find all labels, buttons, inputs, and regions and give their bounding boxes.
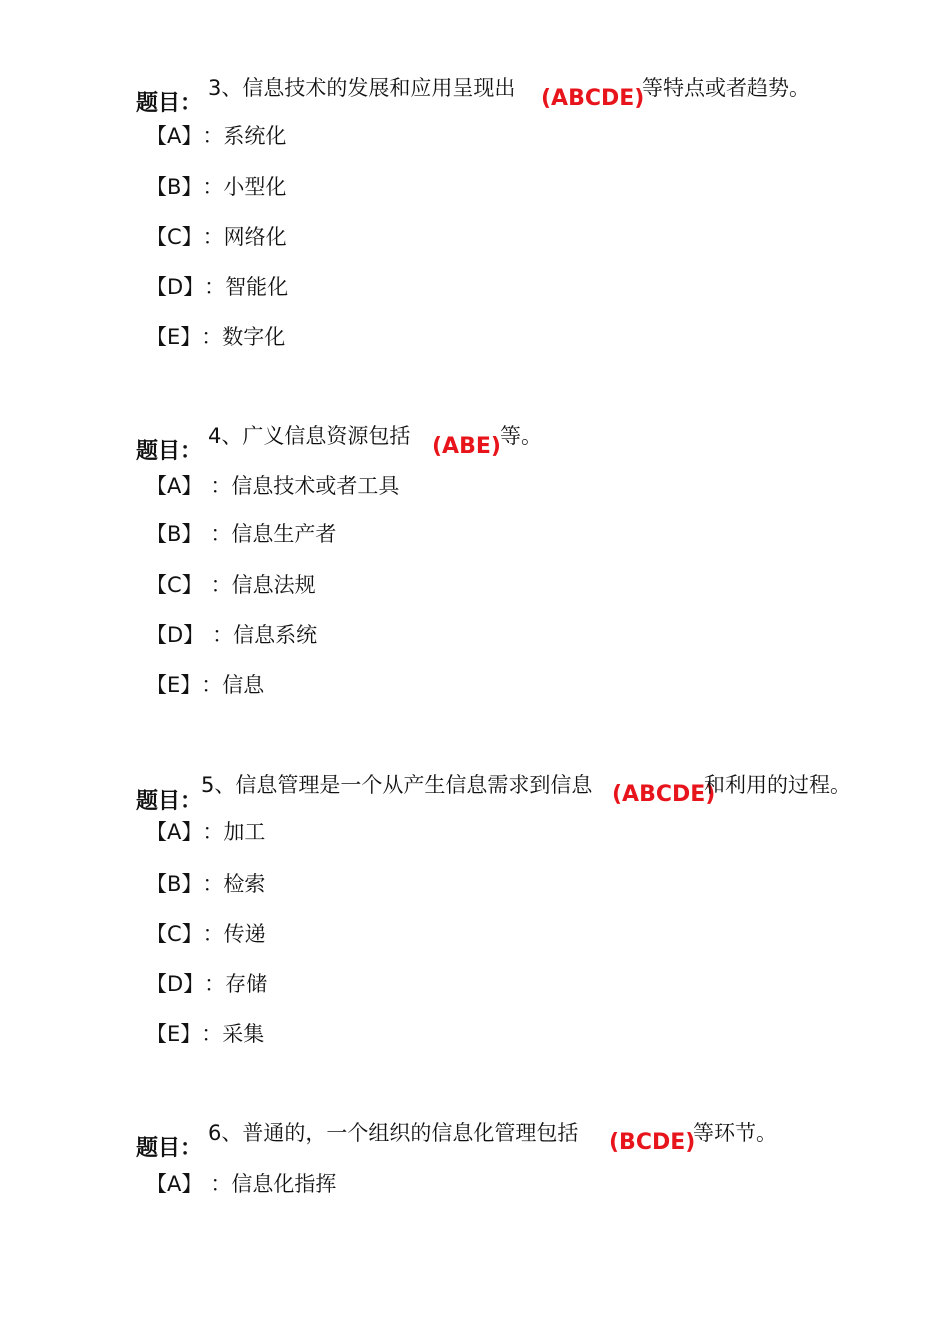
option-d [146, 968, 267, 998]
option-d [146, 271, 288, 301]
option-b [146, 868, 265, 898]
answer-badge: (ABE) [432, 434, 501, 459]
option-text: ：小型化 [202, 175, 287, 199]
question-tail: 等环节。 [693, 1121, 777, 1145]
question-tail: 等。 [500, 424, 542, 448]
option-text: ：采集 [201, 1022, 265, 1046]
answer-badge: (ABCDE) [541, 86, 645, 111]
question-text: 6、普通的，一个组织的信息化管理包括 [208, 1121, 579, 1145]
option-text: ：检索 [202, 872, 266, 896]
option-b [146, 171, 286, 201]
option-c [146, 918, 266, 948]
question-text: 4、广义信息资源包括 [208, 424, 411, 448]
answer-badge: (ABCDE) [612, 782, 716, 807]
option-text: ：信息化指挥 [210, 1172, 337, 1196]
option-key: 【D】 [146, 623, 205, 647]
option-text: ：智能化 [204, 275, 289, 299]
option-key: 【D】 [146, 275, 205, 299]
option-a [146, 816, 265, 846]
option-key: 【A】 [146, 820, 203, 844]
option-key: 【C】 [146, 922, 203, 946]
answer-badge: (BCDE) [609, 1130, 696, 1155]
question-label: 题目： [136, 439, 203, 464]
option-key: 【E】 [146, 325, 202, 349]
option-key: 【A】 [146, 1172, 203, 1196]
option-e [146, 1018, 264, 1048]
option-e [146, 669, 264, 699]
question-label: 题目： [136, 91, 203, 116]
option-text: ：数字化 [201, 325, 286, 349]
option-key: 【B】 [146, 872, 203, 896]
option-text: ：信息法规 [210, 573, 316, 597]
option-key: 【D】 [146, 972, 205, 996]
option-a [146, 120, 286, 150]
option-text: ：加工 [202, 820, 266, 844]
option-e [146, 321, 285, 351]
option-key: 【E】 [146, 673, 202, 697]
question-label: 题目： [136, 1136, 203, 1161]
option-key: 【B】 [146, 175, 203, 199]
option-text: ：传递 [202, 922, 266, 946]
option-c [146, 221, 287, 251]
question-label: 题目： [136, 789, 203, 814]
option-key: 【B】 [146, 522, 203, 546]
option-b [146, 518, 336, 548]
option-text: ：网络化 [202, 225, 287, 249]
option-c [146, 569, 316, 599]
option-text: ：存储 [204, 972, 268, 996]
option-text: ：系统化 [202, 124, 287, 148]
option-text: ：信息生产者 [210, 522, 337, 546]
option-d [146, 619, 317, 649]
option-text: ：信息 [201, 673, 265, 697]
option-a [146, 1168, 336, 1198]
question-text: 3、信息技术的发展和应用呈现出 [208, 76, 516, 100]
option-key: 【A】 [146, 124, 203, 148]
option-key: 【C】 [146, 225, 203, 249]
option-a [146, 470, 399, 500]
question-text: 5、信息管理是一个从产生信息需求到信息 [201, 773, 593, 797]
option-text: ：信息技术或者工具 [210, 474, 400, 498]
question-tail: 和利用的过程。 [704, 773, 851, 797]
option-key: 【E】 [146, 1022, 202, 1046]
option-key: 【A】 [146, 474, 203, 498]
option-text: ：信息系统 [212, 623, 318, 647]
option-key: 【C】 [146, 573, 203, 597]
question-tail: 等特点或者趋势。 [642, 76, 810, 100]
